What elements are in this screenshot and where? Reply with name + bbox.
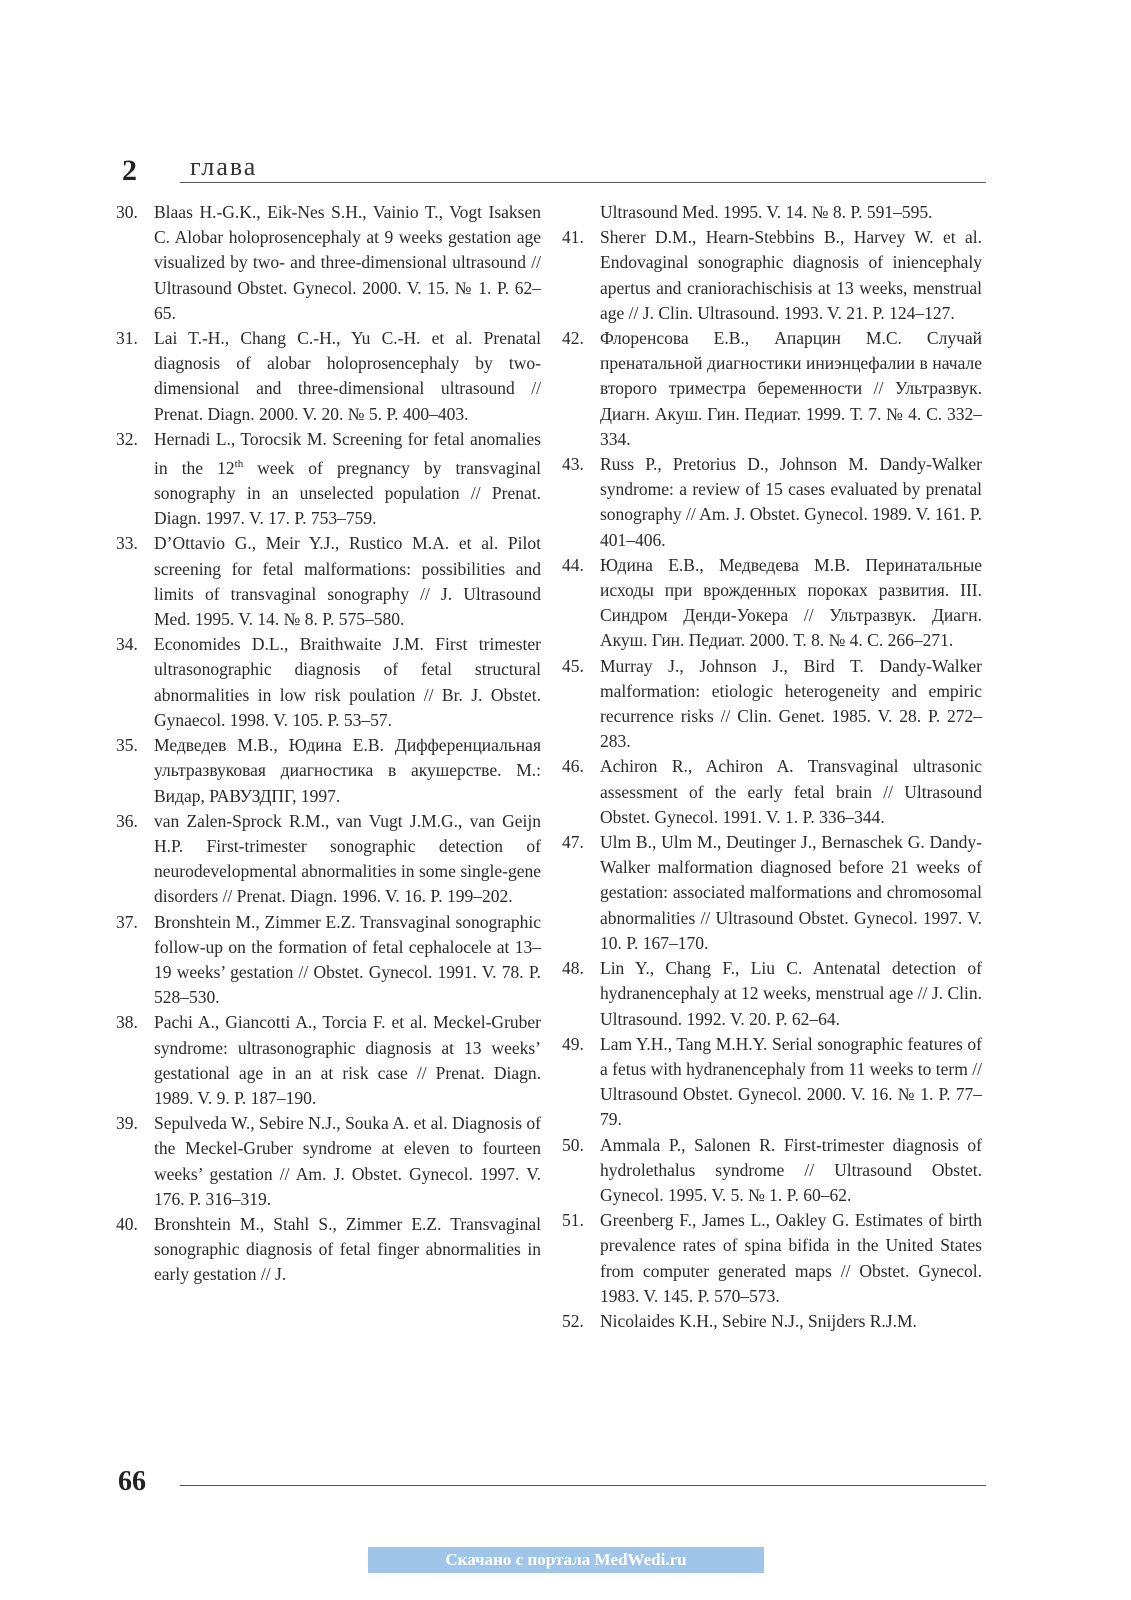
reference-item [562,452,982,553]
reference-text: Achiron R., Achiron A. Transvaginal ultrasonic assessment of the early fetal brain // Ultrasound Obstet. Gynecol. 1991. V. 1. P. 336–344. [600,756,982,827]
reference-item [562,830,982,956]
left-column [116,200,541,1288]
page-footer [118,1466,986,1506]
reference-text: Ulm B., Ulm M., Deutinger J., Bernaschek G. Dandy-Walker malformation diagnosed before 21 weeks of gestation: associated malformations and chromosomal abnormalities // Ultrasound Obstet. Gynecol. 1997. V. 10. P. 167–170. [600,832,982,953]
reference-item [116,1010,541,1111]
page-number: 66 [118,1466,146,1497]
reference-number: 50. [562,1134,584,1155]
reference-number: 47. [562,832,584,853]
reference-number: 39. [116,1113,138,1134]
reference-number: 51. [562,1210,584,1231]
reference-text: Bronshtein M., Zimmer E.Z. Transvaginal sonographic follow-up on the formation of fetal cephalocele at 13–19 weeks’ gestation // Obstet. Gynecol. 1991. V. 78. P. 528–530. [154,911,541,1008]
reference-number: 37. [116,911,138,932]
reference-text-part: week of pregnancy by transvaginal sonography in an unselected population // Prenat. Diagn. 1997. V. 17. P. 753–759. [154,457,542,529]
reference-number: 32. [116,428,138,449]
reference-number: 46. [562,756,584,777]
reference-text: Ammala P., Salonen R. First-trimester diagnosis of hydrolethalus syndrome // Ultrasound Obstet. Gynecol. 1995. V. 5. № 1. P. 60–62. [600,1134,982,1205]
reference-number: 41. [562,227,584,248]
reference-text [154,427,541,532]
reference-item [562,326,982,452]
reference-number: 43. [562,454,584,475]
reference-text: Bronshtein M., Stahl S., Zimmer E.Z. Transvaginal sonographic diagnosis of fetal finger abnormalities in early gestation // J. [154,1213,541,1285]
reference-item [116,632,541,733]
reference-item [562,654,982,755]
reference-text: van Zalen-Sprock R.M., van Vugt J.M.G., van Geijn H.P. First-trimester sonographic detection of neurodevelopmental abnormalities in some single-gene disorders // Prenat. Diagn. 1996. V. 16. P. 199–202. [154,810,541,907]
reference-item [562,1032,982,1133]
chapter-title: глава [190,152,258,181]
reference-number: 35. [116,735,138,756]
reference-text: Greenberg F., James L., Oakley G. Estimates of birth prevalence rates of spina bifida in the United States from computer generated maps // Obstet. Gynecol. 1983. V. 145. P. 570–573. [600,1210,982,1306]
reference-item [562,225,982,326]
reference-text: Pachi A., Giancotti A., Torcia F. et al. Meckel-Gruber syndrome: ultrasonographic diagnosis at 13 weeks’ gestational age in an at risk case // Prenat. Diagn. 1989. V. 9. P. 187–190. [154,1012,541,1108]
reference-number: 38. [116,1012,138,1033]
reference-text: Russ P., Pretorius D., Johnson M. Dandy-Walker syndrome: a review of 15 cases evaluated by prenatal sonography // Am. J. Obstet. Gynecol. 1989. V. 161. P. 401–406. [600,454,982,550]
reference-number: 45. [562,655,584,676]
reference-item [562,553,982,654]
reference-item [562,1133,982,1209]
reference-item [116,531,541,632]
reference-item [116,809,541,910]
chapter-header [118,148,986,188]
footer-rule [180,1485,986,1486]
right-column [562,200,982,1334]
reference-text: D’Ottavio G., Meir Y.J., Rustico M.A. et al. Pilot screening for fetal malformations: possibilities and limits of transvaginal sonography // J. Ultrasound Med. 1995. V. 14. № 8. P. 575–580. [154,533,541,630]
reference-number: 49. [562,1033,584,1054]
reference-item [562,1208,982,1309]
reference-text-part: Hernadi L., Torocsik M. Screening for fetal anomalies in the 12 [154,428,541,478]
reference-item [116,910,541,1011]
reference-item [116,200,541,326]
reference-text: Economides D.L., Braithwaite J.M. First trimester ultrasonographic diagnosis of fetal structural abnormalities in low risk poulation // Br. J. Obstet. Gynaecol. 1998. V. 105. P. 53–57. [154,634,541,730]
reference-text: Sherer D.M., Hearn-Stebbins B., Harvey W. et al. Endovaginal sonographic diagnosis of iniencephaly apertus and craniorachischisis at 13 weeks, menstrual age // J. Clin. Ultrasound. 1993. V. 21. P. 124–127. [600,227,982,323]
reference-text: Юдина Е.В., Медведева М.В. Перинатальные исходы при врожденных пороках развития. III. Синдром Денди-Уокера // Ультразвук. Диагн. Акуш. Гин. Педиат. 2000. Т. 8. № 4. С. 266–271. [600,554,982,651]
reference-item [562,1309,982,1334]
reference-item [116,1111,541,1212]
reference-text: Murray J., Johnson J., Bird T. Dandy-Walker malformation: etiologic heterogeneity and empiric recurrence risks // Clin. Genet. 1985. V. 28. P. 272–283. [600,655,982,752]
reference-number: 52. [562,1310,584,1331]
reference-item [116,427,541,532]
reference-text: Nicolaides K.H., Sebire N.J., Snijders R.J.M. [600,1310,917,1331]
reference-text: Lai T.-H., Chang C.-H., Yu C.-H. et al. Prenatal diagnosis of alobar holoprosencephaly by two-dimensional and three-dimensional ultrasound // Prenat. Diagn. 2000. V. 20. № 5. P. 400–403. [154,328,541,424]
reference-text: Медведев М.В., Юдина Е.В. Дифференциальная ультразвуковая диагностика в акушерстве. М.: Видар, РАВУЗДПГ, 1997. [154,735,541,806]
reference-text: Sepulveda W., Sebire N.J., Souka A. et al. Diagnosis of the Meckel-Gruber syndrome at eleven to fourteen weeks’ gestation // Am. J. Obstet. Gynecol. 1997. V. 176. P. 316–319. [154,1113,541,1209]
reference-item [116,1212,541,1288]
reference-number: 33. [116,533,138,554]
reference-number: 40. [116,1213,138,1234]
download-banner: Скачано с портала MedWedi.ru [368,1547,764,1573]
superscript-th: th [234,458,244,471]
chapter-number: 2 [122,154,137,187]
reference-item [562,754,982,830]
reference-item [562,956,982,1032]
reference-continuation [562,200,982,225]
reference-item [116,733,541,809]
reference-number: 34. [116,634,138,655]
reference-text: Lin Y., Chang F., Liu C. Antenatal detection of hydranencephaly at 12 weeks, menstrual age // J. Clin. Ultrasound. 1992. V. 20. P. 62–64. [600,958,982,1029]
reference-number: 42. [562,328,584,349]
reference-number: 30. [116,202,138,222]
reference-number: 31. [116,328,138,349]
header-rule [180,182,986,183]
reference-text: Lam Y.H., Tang M.H.Y. Serial sonographic features of a fetus with hydranencephaly from 11 weeks to term // Ultrasound Obstet. Gynecol. 2000. V. 16. № 1. P. 77–79. [600,1033,982,1130]
reference-text: Флоренсова Е.В., Апарцин М.С. Случай пренатальной диагностики иниэнцефалии в начале второго триместра беременности // Ультразвук. Диагн. Акуш. Гин. Педиат. 1999. Т. 7. № 4. С. 332–334. [600,328,982,449]
reference-item [116,326,541,427]
reference-number: 36. [116,810,138,831]
reference-number: 44. [562,554,584,575]
reference-number: 48. [562,958,584,979]
reference-text: Blaas H.-G.K., Eik-Nes S.H., Vainio T., Vogt Isaksen C. Alobar holoprosencephaly at 9 weeks gestation age visualized by two- and three-dimensional ultrasound // Ultrasound Obstet. Gynecol. 2000. V. 15. № 1. P. 62–65. [154,202,541,323]
reference-text: Ultrasound Med. 1995. V. 14. № 8. P. 591–595. [600,202,933,222]
